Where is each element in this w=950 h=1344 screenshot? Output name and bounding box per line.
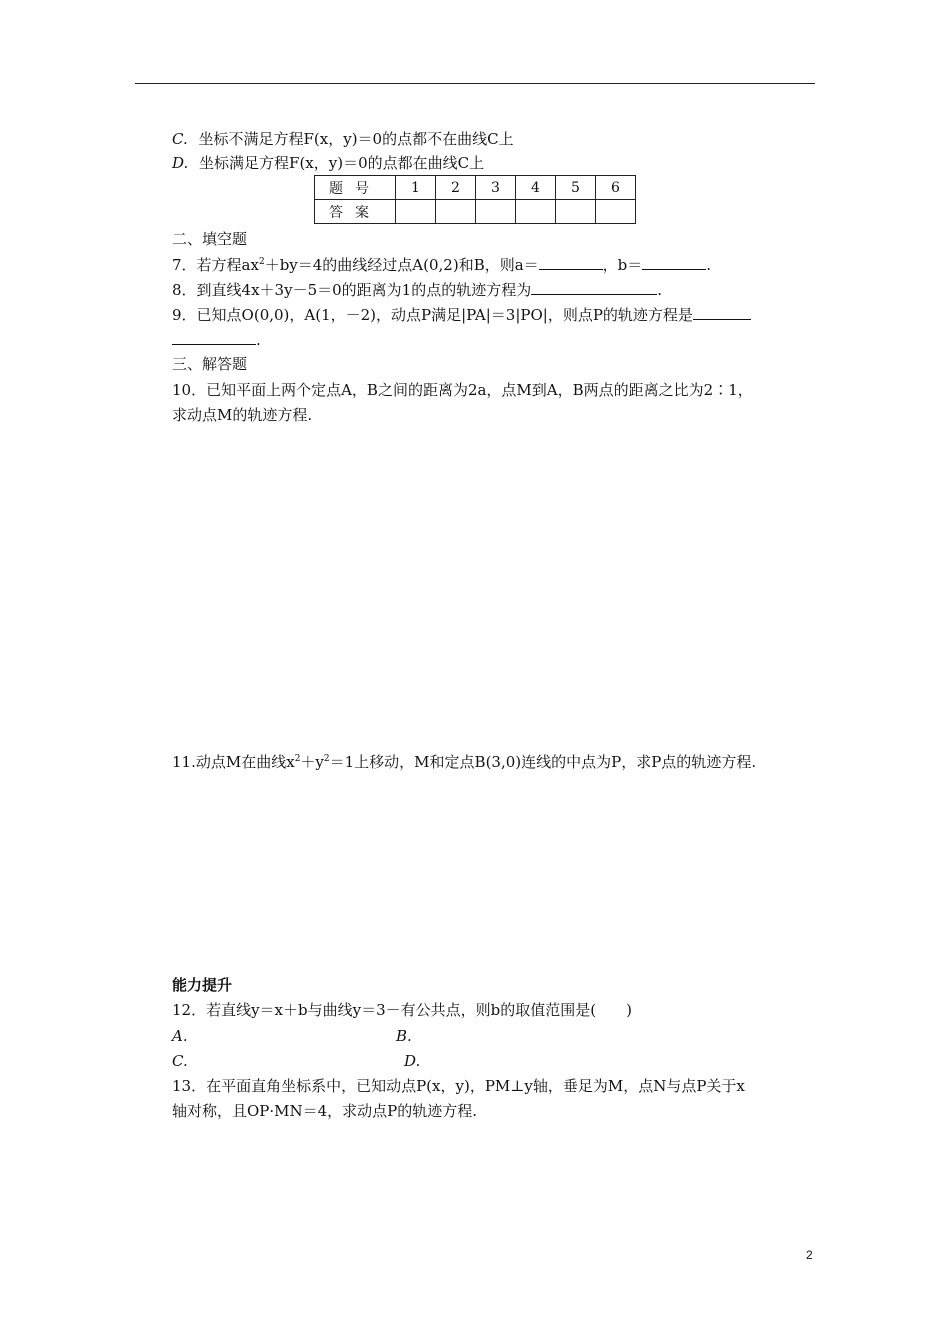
q7-b-label: ，b＝ — [602, 256, 643, 274]
ability-title: 能力提升 — [172, 976, 233, 994]
answer-table — [314, 175, 636, 224]
question-10-line1: 10．已知平面上两个定点A，B之间的距离为2a，点M到A，B两点的距离之比为2∶1， — [172, 381, 753, 399]
q8-blank — [531, 280, 657, 295]
question-11 — [172, 752, 756, 772]
q11-part2: ＋y — [300, 753, 324, 771]
answer-cell — [436, 200, 476, 224]
section-solve-title: 三、解答题 — [172, 355, 248, 373]
question-13-line2: 轴对称，且OP·MN＝4，求动点P的轨迹方程. — [172, 1102, 478, 1120]
answer-cell — [516, 200, 556, 224]
q7-end: . — [706, 256, 712, 274]
answer-cell — [476, 200, 516, 224]
q12-option-c: C. — [172, 1052, 188, 1070]
q7-prefix: 7．若方程ax — [172, 256, 259, 274]
section-fill-in-title: 二、填空题 — [172, 230, 248, 248]
q7-blank-a — [539, 255, 603, 270]
q11-superscript: 2 — [323, 754, 330, 764]
answer-table-number: 6 — [596, 176, 636, 200]
answer-table-number: 4 — [516, 176, 556, 200]
q9-blank-line2 — [172, 330, 256, 345]
q9-text: 9．已知点O(0,0)，A(1，－2)，动点P满足|PA|＝3|PO|，则点P的轨迹方程是 — [172, 306, 693, 324]
q7-text: ＋by＝4的曲线经过点A(0,2)和B，则a＝ — [264, 256, 539, 274]
question-9-cont — [172, 330, 261, 350]
option-d-letter: D. — [172, 154, 189, 172]
q12-option-d: D. — [404, 1052, 421, 1070]
option-c-letter: C. — [172, 130, 188, 148]
option-c-text: 坐标不满足方程F(x，y)＝0的点都不在曲线C上 — [198, 130, 514, 148]
answer-table-number: 2 — [436, 176, 476, 200]
answer-table-number-row — [315, 176, 636, 200]
answer-table-row-header: 题号 — [315, 176, 396, 200]
q7-superscript: 2 — [258, 257, 265, 267]
q11-part1: 11.动点M在曲线x — [172, 753, 295, 771]
q8-text: 8．到直线4x＋3y－5＝0的距离为1的点的轨迹方程为 — [172, 281, 532, 299]
answer-cell — [556, 200, 596, 224]
question-8 — [172, 280, 662, 300]
q11-superscript: 2 — [294, 754, 301, 764]
q12-option-a: A. — [172, 1027, 188, 1045]
answer-cell — [596, 200, 636, 224]
question-10-line2: 求动点M的轨迹方程. — [172, 406, 313, 424]
answer-table-row-header: 答案 — [315, 200, 396, 224]
answer-table-number: 3 — [476, 176, 516, 200]
answer-table-answer-row — [315, 200, 636, 224]
page-number: 2 — [806, 1248, 813, 1262]
q12-option-b: B. — [396, 1027, 412, 1045]
q9-end: . — [256, 331, 261, 349]
answer-table-number: 5 — [556, 176, 596, 200]
question-13-line1: 13．在平面直角坐标系中，已知动点P(x，y)，PM⊥y轴，垂足为M，点N与点P关于x — [172, 1077, 745, 1095]
q7-blank-b — [642, 255, 706, 270]
option-c — [172, 129, 514, 149]
question-9 — [172, 305, 751, 325]
question-12: 12．若直线y＝x＋b与曲线y＝3－有公共点，则b的取值范围是( ) — [172, 1001, 632, 1019]
question-7 — [172, 255, 711, 275]
q11-part3: ＝1上移动，M和定点B(3,0)连线的中点为P，求P点的轨迹方程. — [329, 753, 757, 771]
option-d — [172, 153, 484, 173]
option-d-text: 坐标满足方程F(x，y)＝0的点都在曲线C上 — [199, 154, 485, 172]
header-rule — [135, 83, 815, 84]
q9-blank-line1 — [693, 305, 751, 320]
answer-cell — [396, 200, 436, 224]
q8-end: . — [657, 281, 662, 299]
answer-table-number: 1 — [396, 176, 436, 200]
